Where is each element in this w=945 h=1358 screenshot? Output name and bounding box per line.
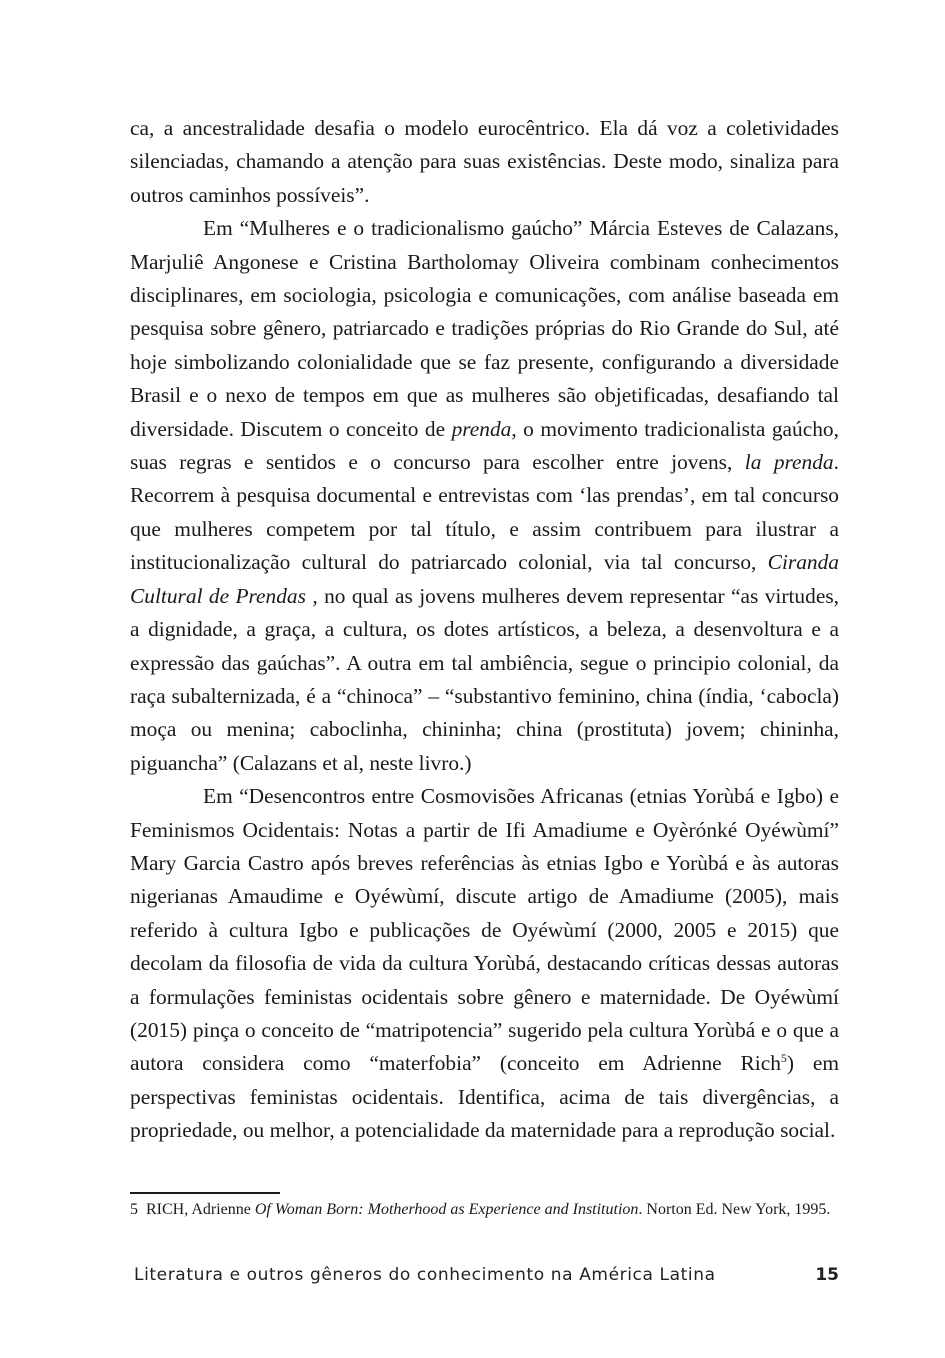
text-run: Em “Desencontros entre Cosmovisões Africanas (etnias Yorùbá e Igbo) e Feminismos Ocidentais: Notas a partir de Ifi Amadiume e Oyèrónké Oyéwùmí” Mary Garcia Castro após breves referências às etnias Igbo e Yorùbá e às autoras nigerianas Amaudime e Oyéwùmí, discute artigo de Amadiume (2005), mais referido à cultura Igbo e publicações de Oyéwùmí (2000, 2005 e 2015) que decolam da filosofia de vida da cultura Yorùbá, destacando críticas dessas autoras a formulações feministas ocidentais sobre gênero e maternidade. De Oyéwùmí (2015) pinça o conceito de “matripotencia” sugerido pela cultura Yorùbá e o que a autora considera como “materfobia” (conceito em Adrienne Rich (130, 784, 839, 1076)
text-run: Em “Mulheres e o tradicionalismo gaúcho” Márcia Esteves de Calazans, Marjuliê Angonese e Cristina Bartholomay Oliveira combinam conhecimentos disciplinares, em sociologia, psicologia e comunicações, com análise baseada em pesquisa sobre gênero, patriarcado e tradições próprias do Rio Grande do Sul, até hoje simbolizando colonialidade que se faz presente, configurando a diversidade Brasil e o nexo de tempos em que as mulheres são objetificadas, desafiando tal diversidade. Discutem o conceito de (130, 216, 839, 441)
paragraph (130, 112, 839, 212)
paragraph (130, 212, 839, 780)
text-run: ) em perspectivas feministas ocidentais. Identifica, acima de tais divergências, a propriedade, ou melhor, a potencialidade da maternidade para a reprodução social. (130, 1051, 839, 1143)
footnote (130, 1198, 839, 1221)
text-run: no qual as jovens mulheres devem representar “as virtudes, a dignidade, a graça, a cultura, os dotes artísticos, a beleza, a desenvoltura e a expressão das gaúchas”. A outra em tal ambiência, segue o principio colonial, da raça subalternizada, é a “chinoca” – “substantivo feminino, china (índia, ‘cabocla) moça ou menina; caboclinha, chininha; china (prostituta) jovem; chininha, piguancha” (Calazans et al, neste livro.) (130, 583, 839, 775)
paragraph (130, 780, 839, 1147)
italic-term: la prenda (744, 450, 834, 475)
body-text (130, 112, 839, 1148)
italic-term: prenda (451, 416, 512, 441)
running-footer-title: Literatura e outros gêneros do conhecimento na América Latina (134, 1265, 716, 1285)
italic-term: Ciranda Cultural de Prendas , (130, 550, 839, 608)
text-run: ca, a ancestralidade desafia o modelo eurocêntrico. Ela dá voz a coletividades silenciadas, chamando a atenção para suas existências. Deste modo, sinaliza para outros caminhos possíveis”. (130, 116, 839, 207)
footnote-publisher: . Norton Ed. New York, 1995. (638, 1201, 831, 1218)
footnote-author: RICH, Adrienne (146, 1201, 251, 1218)
text-run: , o movimento tradicionalista gaúcho, suas regras e sentidos e o concurso para escolher entre jovens, (130, 416, 839, 475)
footnote-title: Of Woman Born: Motherhood as Experience and Institution (254, 1201, 639, 1218)
footnote-number: 5 (130, 1201, 138, 1218)
footnote-separator (130, 1192, 280, 1194)
footnote-reference: 5 (780, 1051, 787, 1066)
page-number: 15 (815, 1265, 839, 1285)
text-run: . Recorrem à pesquisa documental e entrevistas com ‘las prendas’, em tal concurso que mulheres competem por tal título, e assim contribuem para ilustrar a institucionalização cultural do patriarcado colonial, via tal concurso, (130, 450, 839, 575)
